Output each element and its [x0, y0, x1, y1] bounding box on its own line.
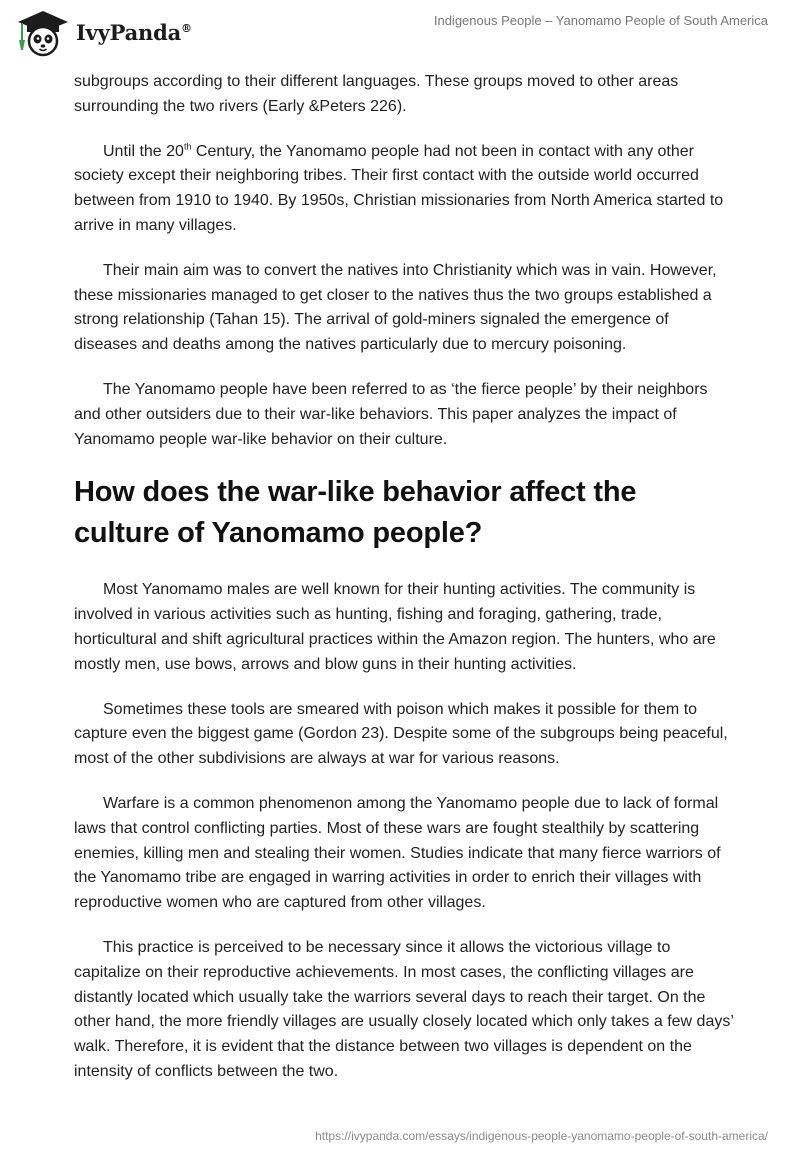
page-header [0, 0, 800, 68]
paragraph-text: This practice is perceived to be necessary since it allows the victorious village to capitalize on their reproductive achievements. In most cases, the conflicting villages are distantly located which usually take the warriors several days to reach their target. On the other hand, the more friendly villages are usually closely located which only takes a few days’ walk. Therefore, it is evident that the distance between two villages is dependent on the intensity of conflicts between the two. [74, 938, 734, 1080]
paragraph-text: The Yanomamo people have been referred to as ‘the fierce people’ by their neighbors and other outsiders due to their war-like behaviors. This paper analyzes the impact of Yanomamo people war-like behavior on their culture. [74, 380, 708, 448]
brand-registered-mark: ® [181, 21, 192, 35]
paragraph [74, 378, 734, 452]
essay-content [74, 70, 734, 1105]
paragraph-text: Century, the Yanomamo people had not been in contact with any other society except their neighboring tribes. Their first contact with the outside world occurred between from 1910 to 1940. By 1950s, Christian missionaries from North America started to arrive in many villages. [74, 142, 724, 234]
paragraph [74, 70, 734, 120]
brand-name [76, 20, 192, 45]
paragraph [74, 698, 734, 772]
source-url-link[interactable]: https://ivypanda.com/essays/indigenous-people-yanomamo-people-of-south-america/ [315, 1129, 768, 1143]
brand-name-text: IvyPanda [76, 19, 182, 45]
paragraph-text: Warfare is a common phenomenon among the Yanomamo people due to lack of formal laws that control conflicting parties. Most of these wars are fought stealthily by scattering enemies, killing men and stealing their women. Studies indicate that many fierce warriors of the Yanomamo tribe are engaged in warring activities in order to enrich their villages with reproductive women who are captured from other villages. [74, 794, 721, 912]
paragraph [74, 792, 734, 916]
section-heading: How does the war-like behavior affect the culture of Yanomamo people? [74, 476, 637, 550]
panda-graduate-logo-icon [14, 6, 70, 58]
paragraph [74, 578, 734, 677]
paragraph-text: Most Yanomamo males are well known for their hunting activities. The community is involved in various activities such as hunting, fishing and foraging, gathering, trade, horticultural and shift agricultural practices within the Amazon region. The hunters, who are mostly men, use bows, arrows and blow guns in their hunting activities. [74, 581, 716, 673]
paragraph [74, 259, 734, 358]
paragraph [74, 140, 734, 239]
paragraph-text: subgroups according to their different languages. These groups moved to other areas surrounding the two rivers (Early &Peters 226). [74, 73, 679, 115]
document-title: Indigenous People – Yanomamo People of South America [433, 13, 768, 28]
brand-logo[interactable] [14, 6, 192, 58]
paragraph-text: Until the 20 [103, 142, 184, 160]
paragraph [74, 936, 734, 1085]
ordinal-superscript: th [183, 141, 192, 152]
paragraph-text: Sometimes these tools are smeared with poison which makes it possible for them to capture even the biggest game (Gordon 23). Despite some of the subgroups being peaceful, most of the other subdivisions are always at war for various reasons. [74, 700, 728, 768]
paragraph-text: Their main aim was to convert the natives into Christianity which was in vain. However, these missionaries managed to get closer to the natives thus the two groups established a strong relationship (Tahan 15). The arrival of gold-miners signaled the emergence of diseases and deaths among the natives particularly due to mercury poisoning. [74, 261, 717, 354]
